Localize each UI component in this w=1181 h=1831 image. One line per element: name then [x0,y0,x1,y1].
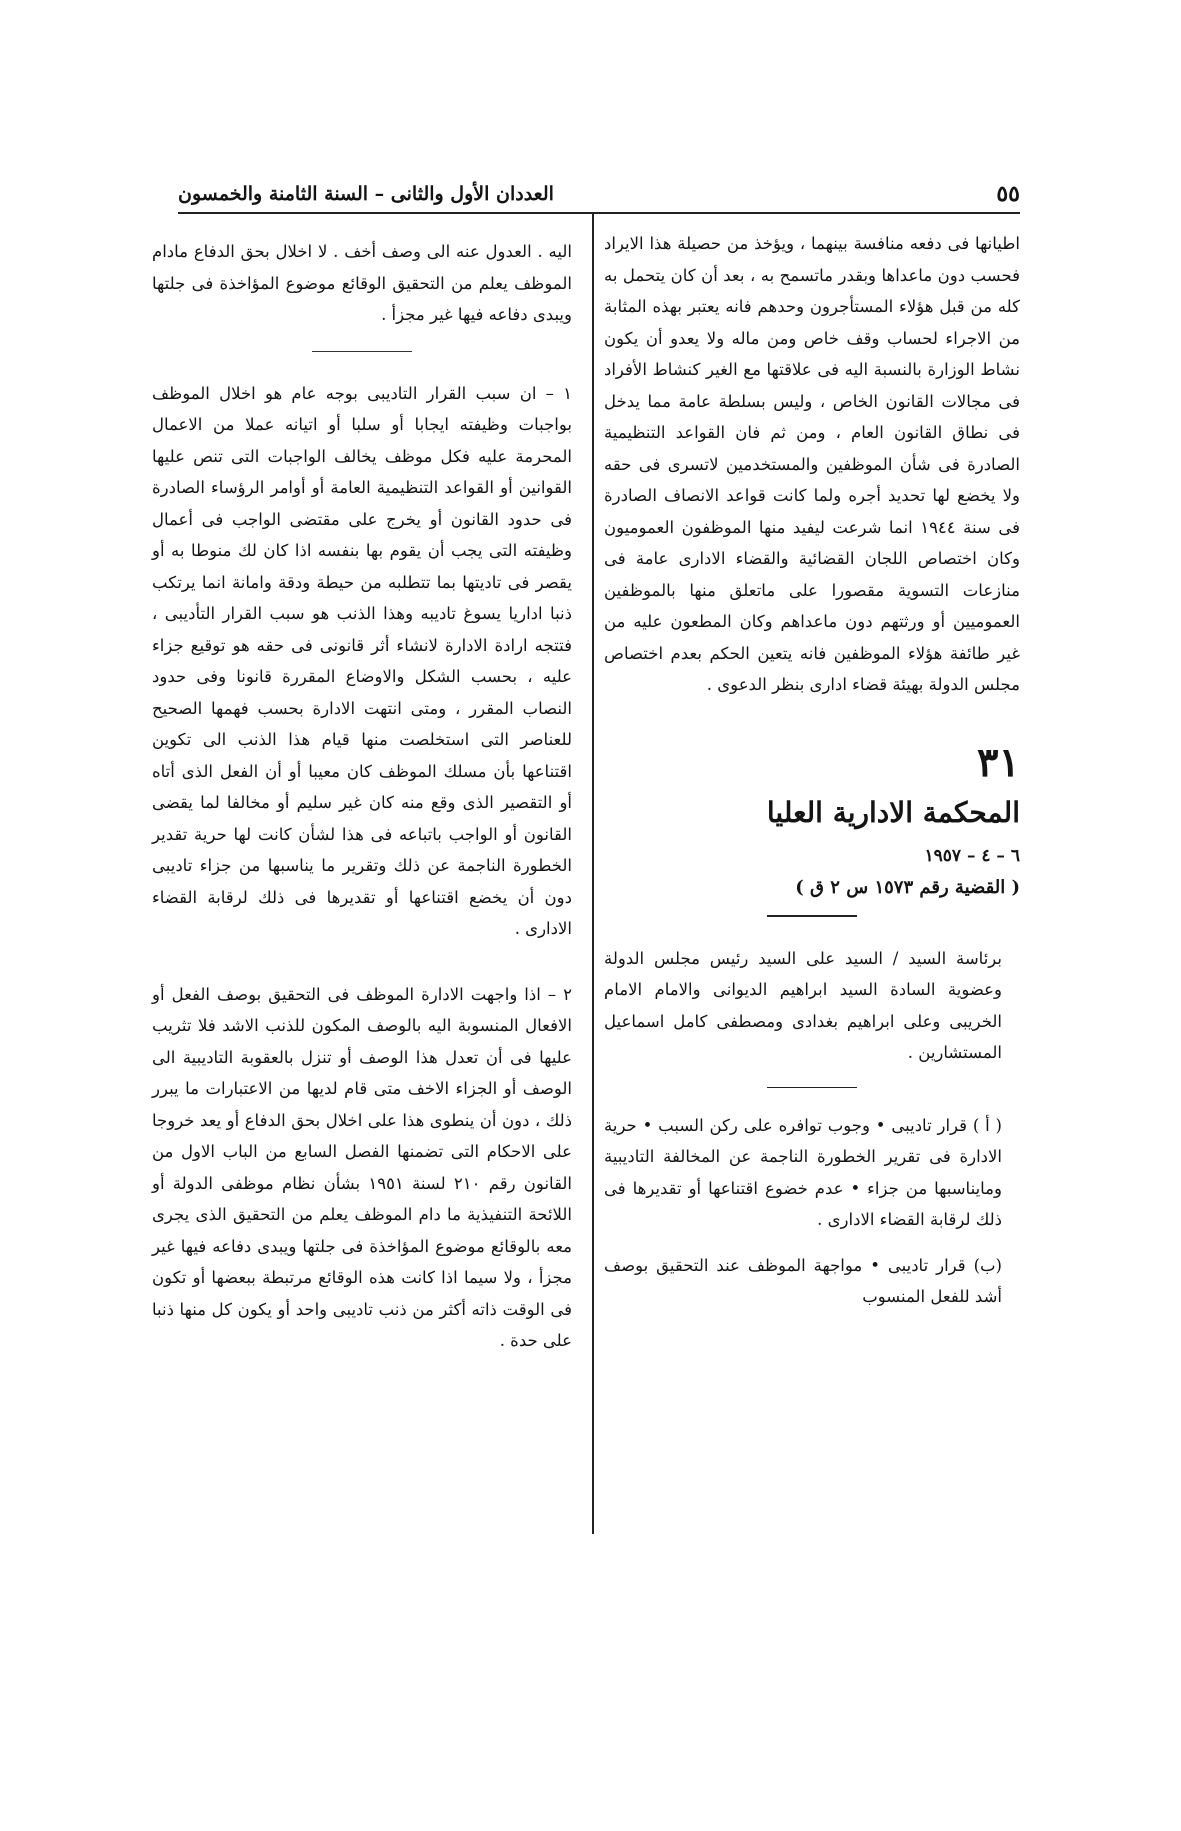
judgment-date: ٦ – ٤ – ١٩٥٧ [924,845,1020,866]
headnote-b: (ب) قرار تاديبى • مواجهة الموظف عند التحقيق بوصف أشد للفعل المنسوب [604,1255,1002,1306]
section-number: ٣١ [977,738,1020,786]
principle-2: ٢ – اذا واجهت الادارة الموظف فى التحقيق بوصف الفعل أو الافعال المنسوبة اليه بالوصف المكون للذنب الاشد فلا تثريب عليها فى أن تعدل هذا الوصف أو تنزل بالعقوبة التاديبية الى الوصف أو الجزاء الاخف متى قام لديها من الاعتبارات ما يبرر ذلك ، دون أن ينطوى هذا على اخلال بحق الدفاع أو يعد خروجا على الاحكام التى تضمنها الفصل السابع من الباب الاول من القانون رقم ٢١٠ لسنة ١٩٥١ بشأن نظام موظفى الدولة أو اللائحة التنفيذية ما دام الموظف يعلم من التحقيق الذى يجرى معه بالوقائع موضوع المؤاخذة فى جلتها ويبدى دفاعه فيها غير مجزأ ، ولا سيما اذا كانت هذه الوقائع مرتبطة ببعضها أو تكون فى الوقت ذاته أكثر من ذنب تاديبى واحد أو يكون كل منها ذنبا على حدة . [152,984,573,1350]
principle-1: ١ – ان سبب القرار التاديبى بوجه عام هو اخلال الموظف بواجبات وظيفته ايجابا أو سلبا أو اتيانه عملا من الاعمال المحرمة عليه فكل موظف يخالف الواجبات التى تنص عليها القوانين أو القواعد التنظيمية العامة أو أوامر الرؤساء الصادرة فى حدود القانون أو يخرج على مقتضى الواجب فى أعمال وظيفته التى يجب أن يقوم بها بنفسه اذا كان لك منوطا به أو يقصر فى تاديتها بما تتطلبه من حيطة ودقة وامانة انما يرتكب ذنبا اداريا يسوغ تاديبه وهذا الذنب هو سبب القرار التأديبى ، فتتجه ارادة الادارة لانشاء أثر قانونى فى حقه هو توقيع جزاء عليه ، بحسب الشكل والاوضاع المقررة قانونا وفى حدود النصاب المقرر ، ومتى انتهت الادارة بحسب فهمها الصحيح للعناصر التى استخلصت منها قيام هذا الذنب الى تكوين اقتناعها بأن مسلك الموظف كان معيبا أو أن الفعل الذى أتاه أو التقصير الذى وقع منه كان غير سليم أو مخالفا لما يقضى القانون أو الواجب باتباعه فى هذا لشأن كانت لها حرية تقدير الخطورة الناجمة عن ذلك وتقرير ما يناسبها من جزاء تاديبى دون أن يخضع اقتناعها أو تقديرها فى ذلك لرقابة القضاء الادارى . [152,383,572,938]
running-title: العددان الأول والثانى – السنة الثامنة والخمسون [178,183,554,205]
page-header [178,176,1020,214]
court-name: المحكمة الادارية العليا [766,795,1020,829]
section-rule [767,915,857,917]
panel-rule [767,1087,857,1088]
right-column [604,228,1020,1313]
headnote-b-continued: اليه . العدول عنه الى وصف أخف . لا اخلال بحق الدفاع مادام الموظف يعلم من التحقيق الوقائع موضوع المؤاخذة فى جلتها ويبدى دفاعه فيها غير مجزأ . [152,242,572,324]
panel-composition: برئاسة السيد / السيد على السيد رئيس مجلس الدولة وعضوية السادة السيد ابراهيم الديوانى والامام الامام الخريبى وعلى ابراهيم بغدادى ومصطفى كامل اسماعيل المستشارين . [604,948,1002,1062]
page-number: ٥٥ [996,181,1020,207]
column-divider [592,214,594,1534]
headnote-a: ( أ ) قرار تاديبى • وجوب توافره على ركن السبب • حرية الادارة فى تقرير الخطورة الناجمة عن المخالفة التاديبية ومايناسبها من جزاء • عدم خضوع اقتناعها أو تقديرها فى ذلك لرقابة القضاء الادارى . [604,1115,1002,1229]
left-column [152,236,572,1357]
headnote-rule [312,351,412,352]
continued-judgment-text: اطيانها فى دفعه منافسة بينهما ، ويؤخذ من حصيلة هذا الايراد فحسب دون ماعداها وبقدر ماتسمح به ، بعد أن كان يتحمل به كله من قبل هؤلاء المستأجرون وحدهم فانه يعتبر بهذه المثابة من الاجراء لحساب وقف خاص ومن ماله ولا يعدو أن يكون نشاط الوزارة بالنسبة اليه فى علاقتها مع الغير كنشاط الأفراد فى مجالات القانون الخاص ، وليس بسلطة عامة مما يدخل فى نطاق القانون العام ، ومن ثم فان القواعد التنظيمية الصادرة فى شأن الموظفين والمستخدمين لاتسرى فى حقه ولا يخضع لها تحديد أجره ولما كانت قواعد الانصاف الصادرة فى سنة ١٩٤٤ انما شرعت ليفيد منها الموظفون العموميون وكان اختصاص اللجان القضائية والقضاء الادارى عامة فى منازعات التسوية مقصورا على ماتعلق منها بالموظفين العموميين أو ورثتهم دون ماعداهم وكان المطعون عليه من غير طائفة هؤلاء الموظفين فانه يتعين الحكم بعدم اختصاص مجلس الدولة بهيئة قضاء ادارى بنظر الدعوى . [604,234,1020,694]
case-number: ( القضية رقم ١٥٧٣ س ٢ ق ) [795,876,1020,898]
